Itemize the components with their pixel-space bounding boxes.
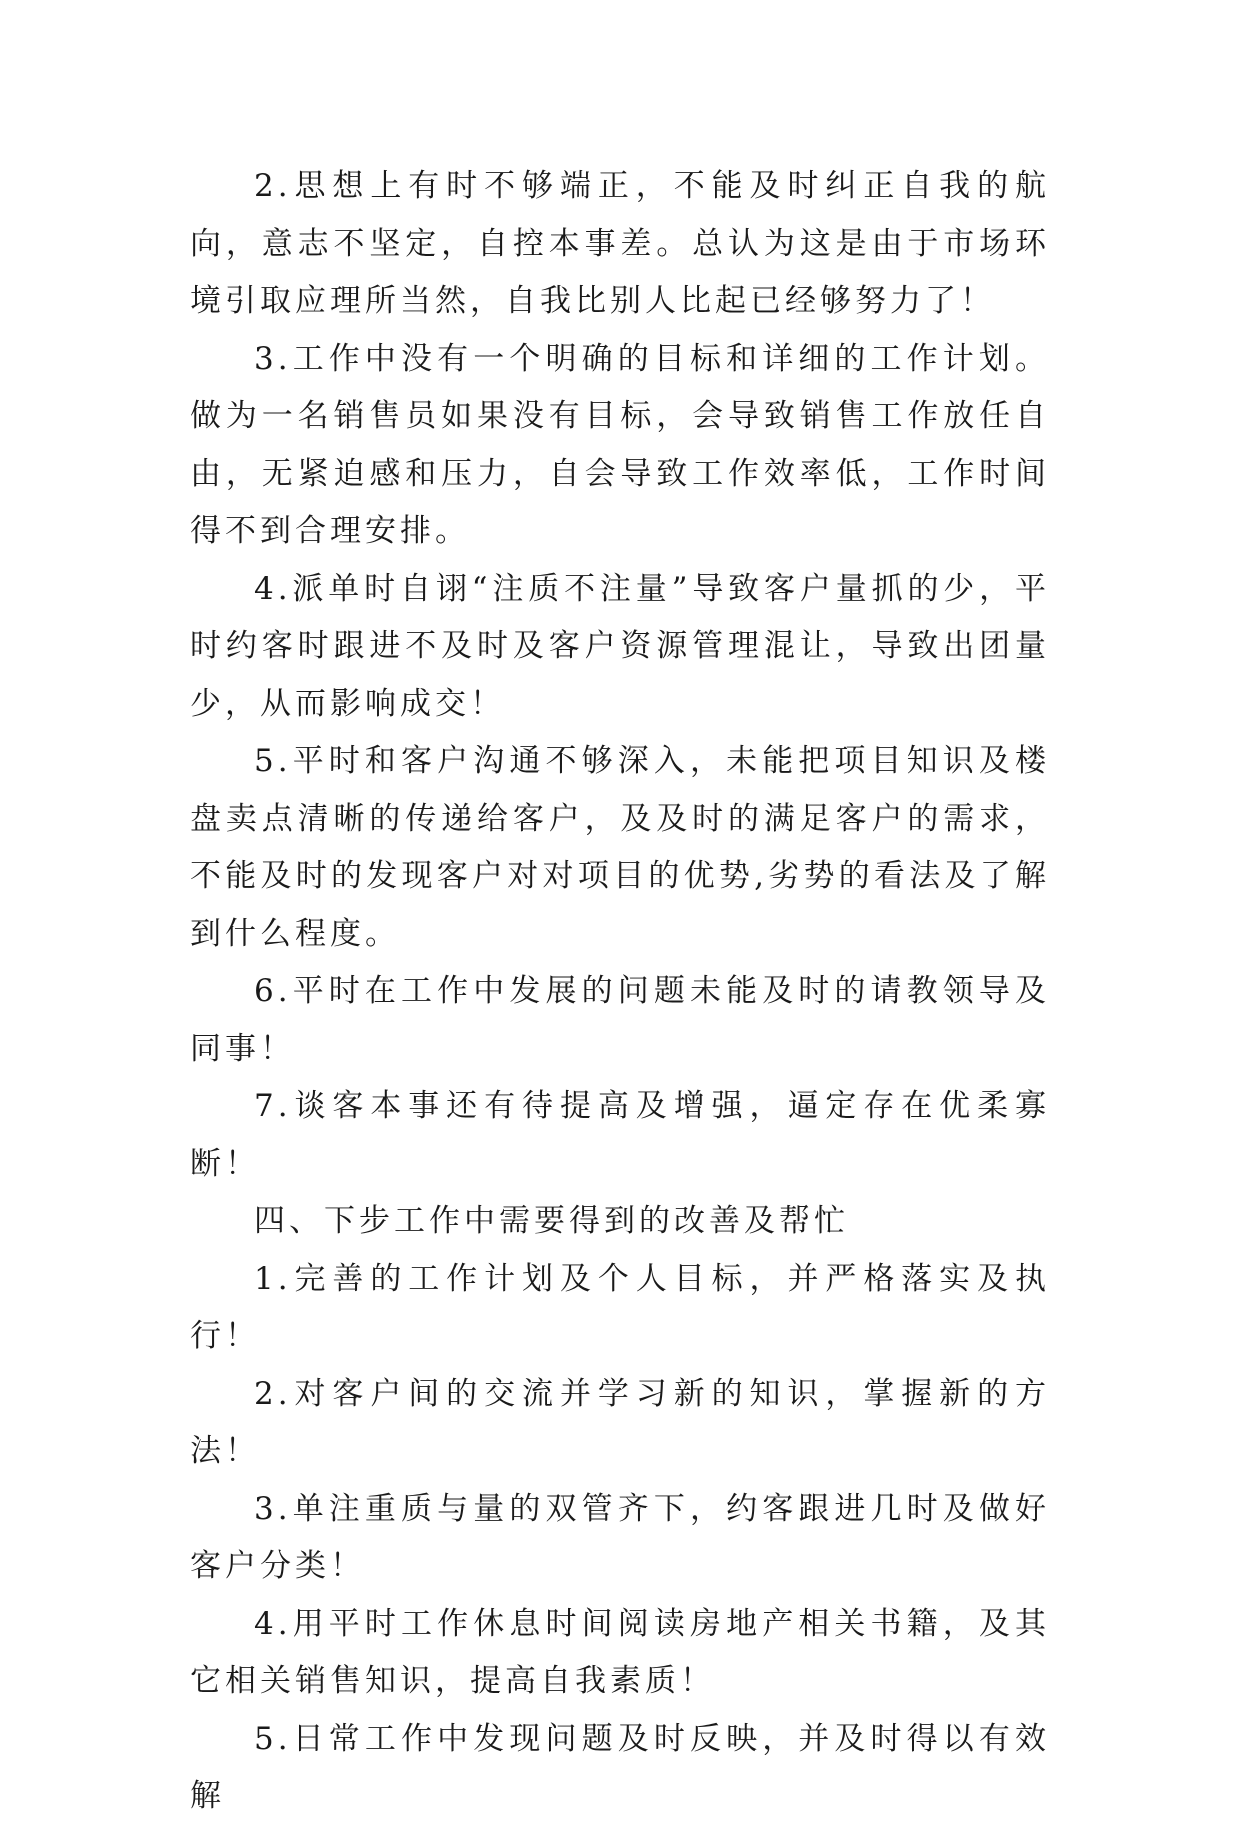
- improvement-item-2: 2.对客户间的交流并学习新的知识，掌握新的方法！: [190, 1375, 1050, 1469]
- paragraph-3-planning: 3.工作中没有一个明确的目标和详细的工作计划。做为一名销售员如果没有目标，会导致销售工作放任自由，无紧迫感和压力，自会导致工作效率低，工作时间得不到合理安排。: [190, 340, 1050, 549]
- paragraph-5-communication: 5.平时和客户沟通不够深入，未能把项目知识及楼盘卖点清晰的传递给客户，及及时的满足客户的需求，不能及时的发现客户对对项目的优势,劣势的看法及了解到什么程度。: [190, 743, 1050, 952]
- paragraph-6-problems: 6.平时在工作中发展的问题未能及时的请教领导及同事！: [190, 973, 1050, 1067]
- improvement-item-1: 1.完善的工作计划及个人目标，并严格落实及执行！: [190, 1260, 1050, 1354]
- paragraph-2-attitude: 2.思想上有时不够端正，不能及时纠正自我的航向，意志不坚定，自控本事差。总认为这是由于市场环境引取应理所当然，自我比别人比起已经够努力了！: [190, 168, 1050, 319]
- section-heading-improvements: 四、下步工作中需要得到的改善及帮忙: [254, 1203, 849, 1239]
- improvement-item-5: 5.日常工作中发现问题及时反映，并及时得以有效解: [190, 1720, 1050, 1814]
- paragraph-7-negotiation: 7.谈客本事还有待提高及增强，逼定存在优柔寡断！: [190, 1088, 1050, 1182]
- improvement-item-3: 3.单注重质与量的双管齐下，约客跟进几时及做好客户分类！: [190, 1490, 1050, 1584]
- document-body: [190, 158, 1050, 1826]
- paragraph-4-dispatch: 4.派单时自诩“注质不注量”导致客户量抓的少，平时约客时跟进不及时及客户资源管理混让，导致出团量少，从而影响成交！: [190, 570, 1050, 722]
- improvement-item-4: 4.用平时工作休息时间阅读房地产相关书籍，及其它相关销售知识，提高自我素质！: [190, 1605, 1050, 1699]
